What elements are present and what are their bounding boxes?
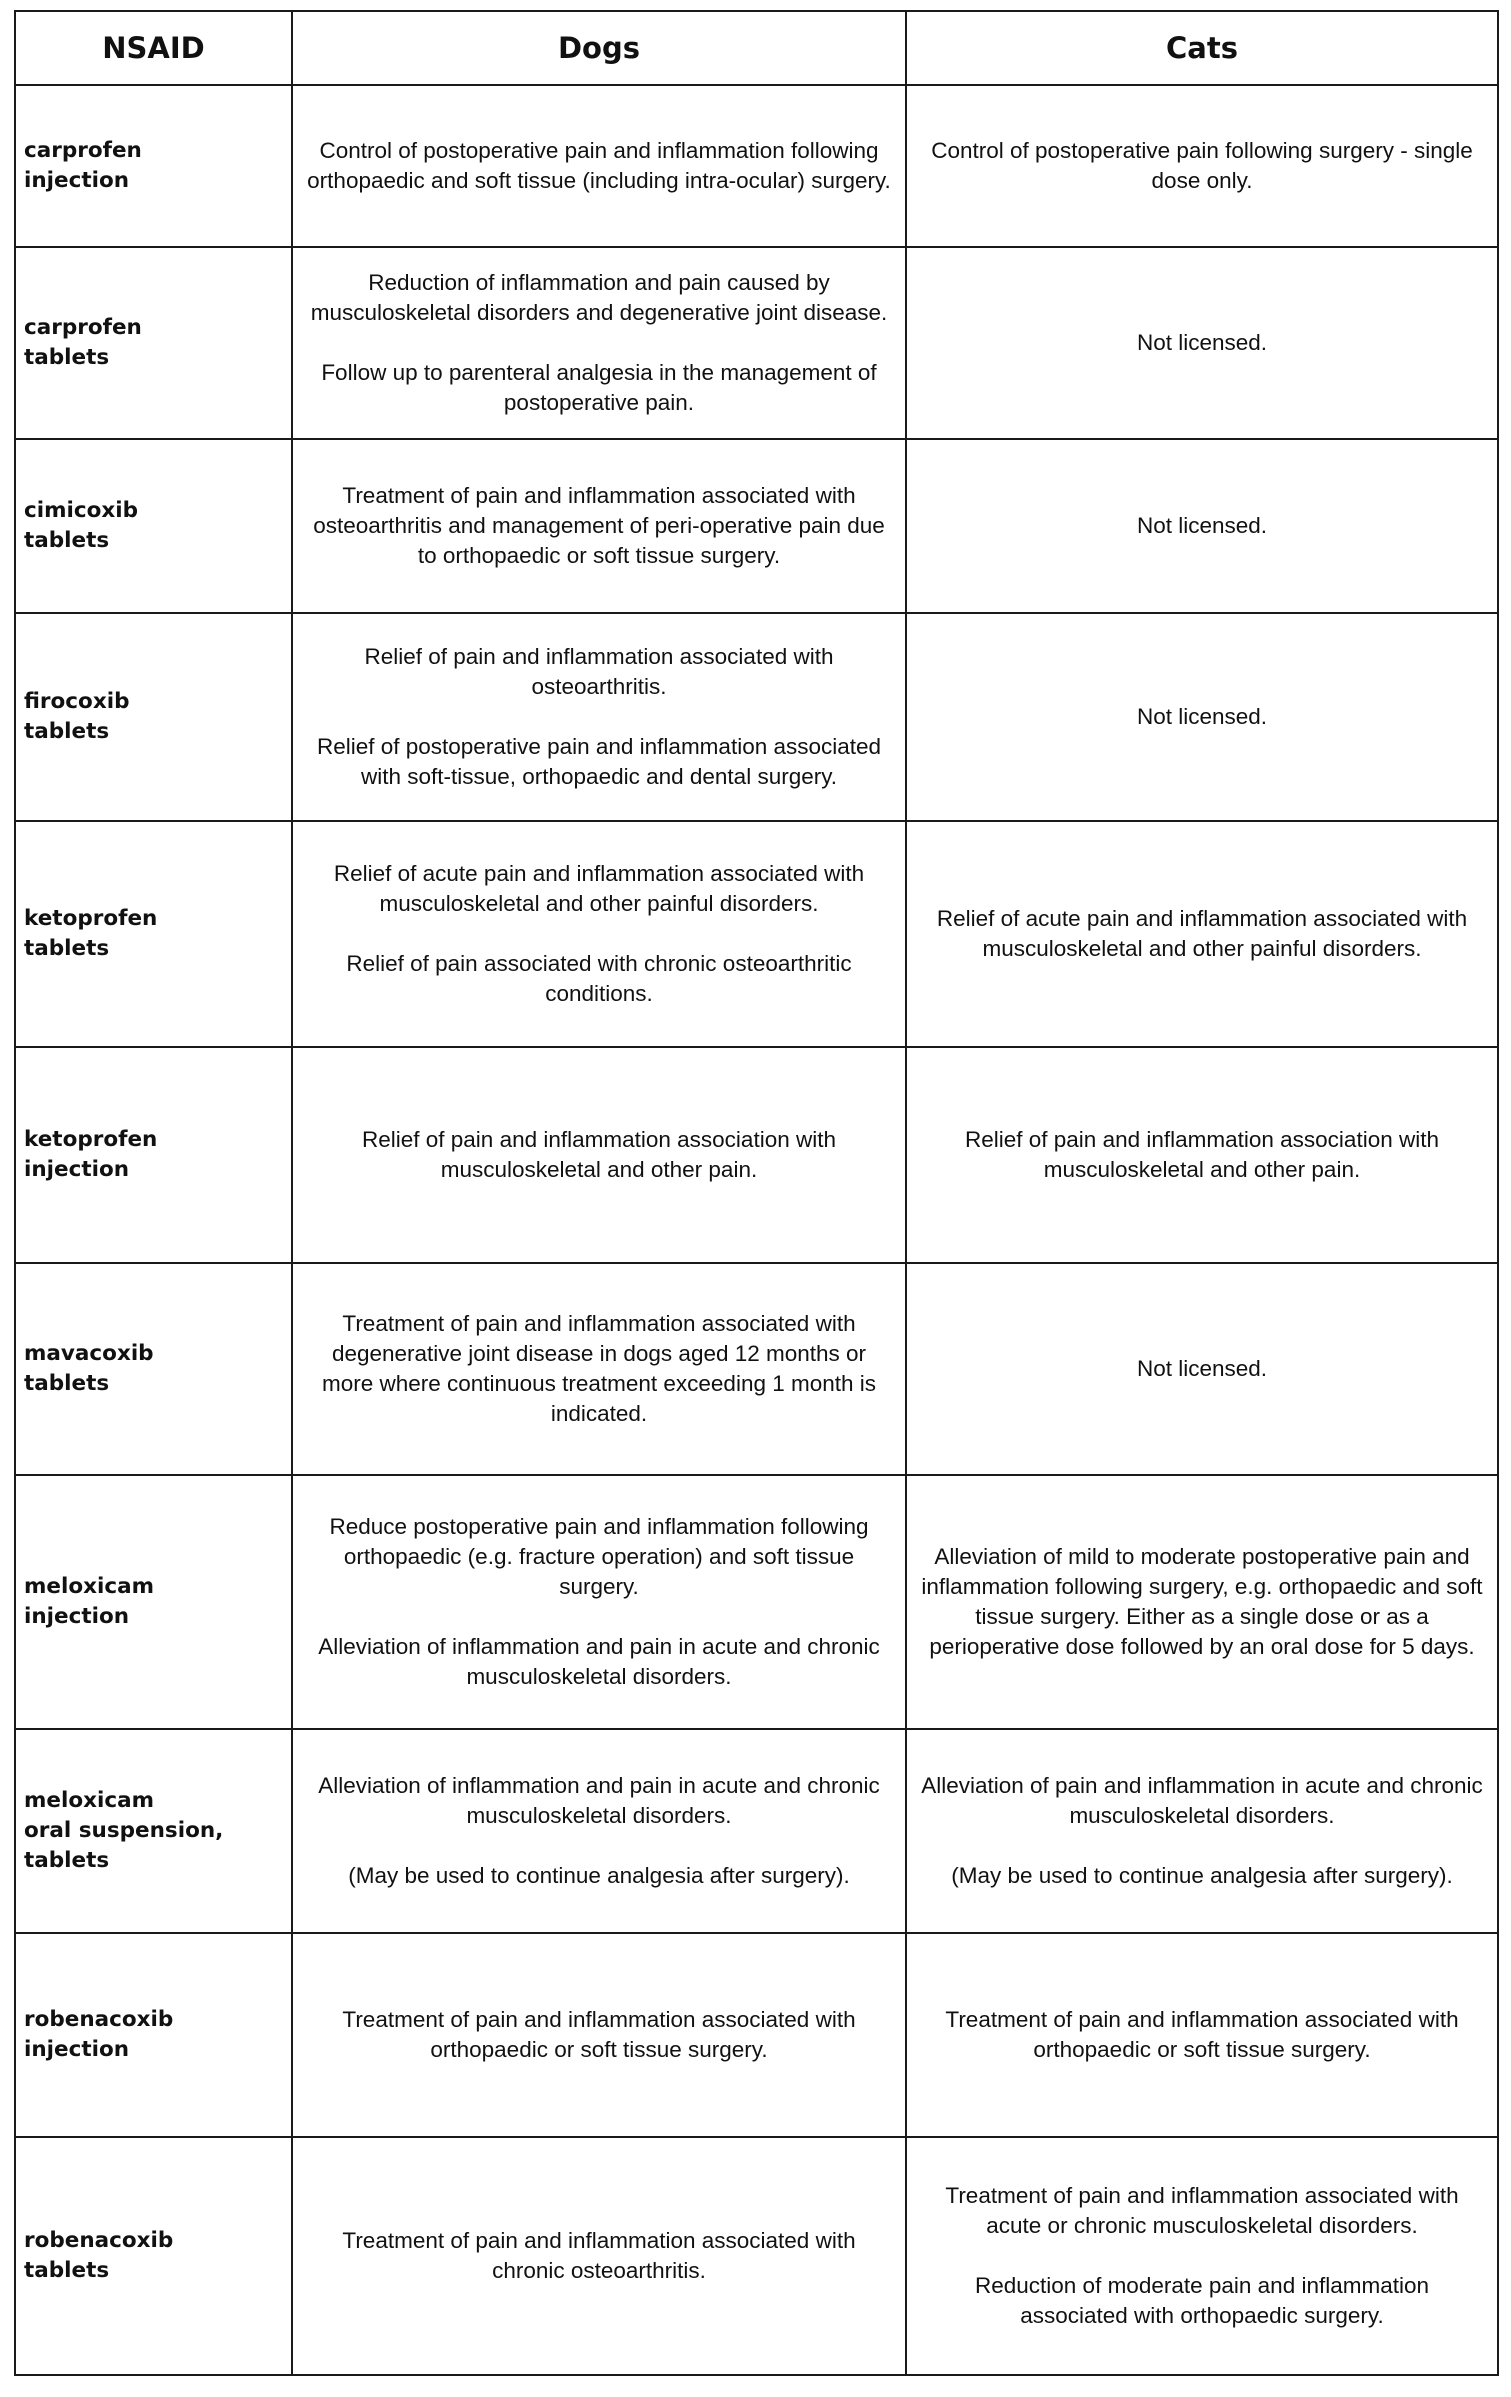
table-row (15, 1263, 1498, 1475)
cats-indication-text: Control of postoperative pain following surgery - single dose only. (931, 138, 1473, 193)
cats-indication-text: Alleviation of mild to moderate postoperative pain and inflammation following surgery, e.g. orthopaedic and soft tissue surgery. Either as a single dose or as a perioperative dose followed by an oral dose for 5 days. (921, 1544, 1483, 1659)
cats-indication-cell (906, 613, 1498, 821)
cats-indication-cell (906, 1933, 1498, 2137)
table-body (15, 85, 1498, 2375)
drug-name-cell (15, 1933, 292, 2137)
drug-name-line: meloxicam (24, 1574, 155, 1599)
table-row (15, 247, 1498, 439)
cats-indication-text: Not licensed. (1136, 330, 1268, 355)
cats-indication-cell (906, 1047, 1498, 1263)
dogs-indication-text: Follow up to parenteral analgesia in the management of postoperative pain. (321, 360, 877, 415)
dogs-indication-cell (292, 613, 906, 821)
dogs-indication-text: Relief of postoperative pain and inflammation associated with soft-tissue, orthopaedic and dental surgery. (316, 734, 882, 789)
cats-indication-text: Relief of pain and inflammation association with musculoskeletal and other pain. (964, 1127, 1439, 1182)
cats-indication-text: Alleviation of pain and inflammation in acute and chronic musculoskeletal disorders. (921, 1773, 1483, 1828)
drug-name-cell (15, 821, 292, 1047)
cats-indication-cell (906, 439, 1498, 613)
dogs-indication-text: Treatment of pain and inflammation associated with osteoarthritis and management of peri-operative pain due to orthopaedic or soft tissue surgery. (313, 483, 885, 568)
table-row (15, 613, 1498, 821)
drug-name-line: robenacoxib (24, 2007, 174, 2032)
drug-name-cell (15, 613, 292, 821)
cats-indication-cell (906, 821, 1498, 1047)
drug-name-cell (15, 1729, 292, 1933)
dogs-indication-text: Relief of pain associated with chronic osteoarthritic conditions. (346, 951, 852, 1006)
drug-name-line: carprofen (24, 315, 142, 340)
table-row (15, 821, 1498, 1047)
table-row (15, 439, 1498, 613)
drug-name-cell (15, 2137, 292, 2375)
dogs-indication-text: Treatment of pain and inflammation associated with degenerative joint disease in dogs aged 12 months or more where continuous treatment exceeding 1 month is indicated. (321, 1311, 877, 1426)
drug-name-line: injection (24, 1157, 130, 1182)
dogs-indication-text: Alleviation of inflammation and pain in acute and chronic musculoskeletal disorders. (318, 1634, 880, 1689)
dogs-indication-text: Alleviation of inflammation and pain in acute and chronic musculoskeletal disorders. (318, 1773, 880, 1828)
cats-indication-cell (906, 1263, 1498, 1475)
drug-name-cell (15, 1475, 292, 1729)
table-row (15, 1047, 1498, 1263)
table-row (15, 1729, 1498, 1933)
dogs-indication-cell (292, 1047, 906, 1263)
dogs-indication-text: Relief of pain and inflammation associated with osteoarthritis. (364, 644, 834, 699)
dogs-indication-cell (292, 85, 906, 247)
cats-indication-text: Not licensed. (1136, 704, 1268, 729)
dogs-indication-text: Relief of pain and inflammation association with musculoskeletal and other pain. (361, 1127, 836, 1182)
drug-name-line: injection (24, 168, 130, 193)
nsaid-table (14, 10, 1499, 2376)
drug-name-line: firocoxib (24, 689, 130, 714)
table-row (15, 1933, 1498, 2137)
drug-name-line: oral suspension, (24, 1818, 224, 1843)
drug-name-line: meloxicam (24, 1788, 155, 1813)
drug-name-line: ketoprofen (24, 1127, 158, 1152)
drug-name-cell (15, 85, 292, 247)
dogs-indication-cell (292, 1475, 906, 1729)
dogs-indication-cell (292, 247, 906, 439)
cats-indication-text: Treatment of pain and inflammation associated with acute or chronic musculoskeletal disorders. (945, 2183, 1459, 2238)
cats-indication-cell (906, 85, 1498, 247)
drug-name-cell (15, 1263, 292, 1475)
header-dogs: Dogs (292, 11, 906, 85)
drug-name-line: cimicoxib (24, 498, 139, 523)
cats-indication-cell (906, 1475, 1498, 1729)
dogs-indication-cell (292, 1729, 906, 1933)
dogs-indication-text: Reduce postoperative pain and inflammation following orthopaedic (e.g. fracture operation) and soft tissue surgery. (329, 1514, 869, 1599)
table-row (15, 2137, 1498, 2375)
drug-name-line: mavacoxib (24, 1341, 154, 1366)
cats-indication-cell (906, 247, 1498, 439)
drug-name-line: carprofen (24, 138, 142, 163)
drug-name-cell (15, 439, 292, 613)
drug-name-line: tablets (24, 719, 110, 744)
drug-name-cell (15, 247, 292, 439)
cats-indication-text: Not licensed. (1136, 1356, 1268, 1381)
dogs-indication-cell (292, 1933, 906, 2137)
drug-name-line: tablets (24, 2258, 110, 2283)
cats-indication-cell (906, 2137, 1498, 2375)
table-row (15, 85, 1498, 247)
drug-name-line: tablets (24, 528, 110, 553)
header-row (15, 11, 1498, 85)
dogs-indication-cell (292, 821, 906, 1047)
dogs-indication-text: Reduction of inflammation and pain caused by musculoskeletal disorders and degenerative joint disease. (310, 270, 888, 325)
drug-name-line: injection (24, 2037, 130, 2062)
dogs-indication-text: Relief of acute pain and inflammation associated with musculoskeletal and other painful disorders. (333, 861, 865, 916)
dogs-indication-text: Treatment of pain and inflammation associated with chronic osteoarthritis. (342, 2228, 856, 2283)
drug-name-line: tablets (24, 1848, 110, 1873)
dogs-indication-cell (292, 1263, 906, 1475)
drug-name-line: tablets (24, 345, 110, 370)
cats-indication-text: Reduction of moderate pain and inflammation associated with orthopaedic surgery. (974, 2273, 1430, 2328)
drug-name-line: ketoprofen (24, 906, 158, 931)
cats-indication-text: Treatment of pain and inflammation associated with orthopaedic or soft tissue surgery. (945, 2007, 1459, 2062)
drug-name-cell (15, 1047, 292, 1263)
drug-name-line: injection (24, 1604, 130, 1629)
dogs-indication-cell (292, 439, 906, 613)
drug-name-line: robenacoxib (24, 2228, 174, 2253)
header-cats: Cats (906, 11, 1498, 85)
dogs-indication-text: (May be used to continue analgesia after surgery). (348, 1863, 850, 1888)
drug-name-line: tablets (24, 936, 110, 961)
dogs-indication-cell (292, 2137, 906, 2375)
dogs-indication-text: Treatment of pain and inflammation associated with orthopaedic or soft tissue surgery. (342, 2007, 856, 2062)
cats-indication-cell (906, 1729, 1498, 1933)
dogs-indication-text: Control of postoperative pain and inflammation following orthopaedic and soft tissue (including intra-ocular) surgery. (307, 138, 891, 193)
cats-indication-text: Relief of acute pain and inflammation associated with musculoskeletal and other painful disorders. (936, 906, 1468, 961)
header-nsaid: NSAID (15, 11, 292, 85)
cats-indication-text: (May be used to continue analgesia after surgery). (951, 1863, 1453, 1888)
cats-indication-text: Not licensed. (1136, 513, 1268, 538)
table-row (15, 1475, 1498, 1729)
drug-name-line: tablets (24, 1371, 110, 1396)
